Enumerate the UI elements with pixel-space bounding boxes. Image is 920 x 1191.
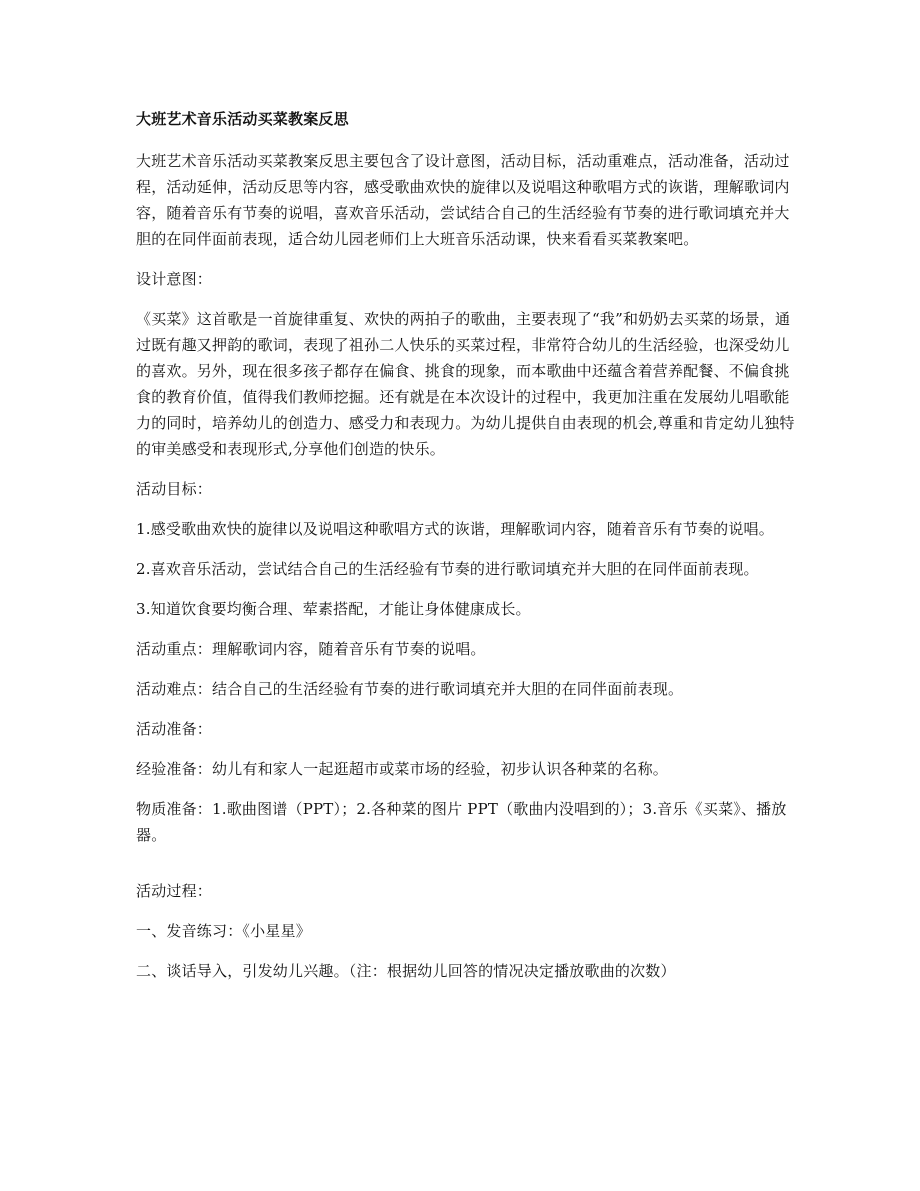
process-step-1: 一、发音练习：《小星星》 [136, 922, 311, 940]
goals-heading: 活动目标： [136, 480, 213, 498]
design-paragraph: 《买菜》这首歌是一首旋律重复、欢快的两拍子的歌曲，主要表现了“我”和奶奶去买菜的场景，通过既有趣又押韵的歌词，表现了祖孙二人快乐的买菜过程，非常符合幼儿的生活经验，也深受幼儿的喜欢。另外，现在很多孩子都存在偏食、挑食的现象，而本歌曲中还蕴含着营养配餐、不偏食挑食的教育价值，值得我们教师挖掘。还有就是在本次设计的过程中，我更加注重在发展幼儿唱歌能力的同时，培养幼儿的创造力、感受力和表现力。为幼儿提供自由表现的机会,尊重和肯定幼儿独特的审美感受和表现形式,分享他们创造的快乐。 [136, 310, 795, 458]
prep-material: 物质准备：1.歌曲图谱（PPT）；2.各种菜的图片 PPT（歌曲内没唱到的）；3.音乐《买菜》、播放器。 [136, 800, 787, 844]
process-heading: 活动过程： [136, 882, 213, 900]
document-title: 大班艺术音乐活动买菜教案反思 [136, 110, 349, 128]
difficulty: 活动难点：结合自己的生活经验有节奏的进行歌词填充并大胆的在同伴面前表现。 [136, 680, 684, 698]
document-body [136, 106, 796, 998]
intro-paragraph: 大班艺术音乐活动买菜教案反思主要包含了设计意图，活动目标，活动重难点，活动准备，活动过程，活动延伸，活动反思等内容，感受歌曲欢快的旋律以及说唱这种歌唱方式的诙谐，理解歌词内容，随着音乐有节奏的说唱，喜欢音乐活动，尝试结合自己的生活经验有节奏的进行歌词填充并大胆的在同伴面前表现，适合幼儿园老师们上大班音乐活动课，快来看看买菜教案吧。 [136, 152, 790, 248]
prep-experience: 经验准备：幼儿有和家人一起逛超市或菜市场的经验，初步认识各种菜的名称。 [136, 760, 669, 778]
key-point: 活动重点：理解歌词内容，随着音乐有节奏的说唱。 [136, 640, 486, 658]
prep-heading: 活动准备： [136, 720, 213, 738]
design-heading: 设计意图： [136, 270, 213, 288]
goal-item: 2.喜欢音乐活动，尝试结合自己的生活经验有节奏的进行歌词填充并大胆的在同伴面前表现。 [136, 560, 759, 578]
process-step-2: 二、谈话导入，引发幼儿兴趣。（注：根据幼儿回答的情况决定播放歌曲的次数） [136, 962, 676, 980]
goal-item: 3.知道饮食要均衡合理、荤素搭配，才能让身体健康成长。 [136, 600, 531, 618]
goal-item: 1.感受歌曲欢快的旋律以及说唱这种歌唱方式的诙谐，理解歌词内容，随着音乐有节奏的说唱。 [136, 520, 774, 538]
